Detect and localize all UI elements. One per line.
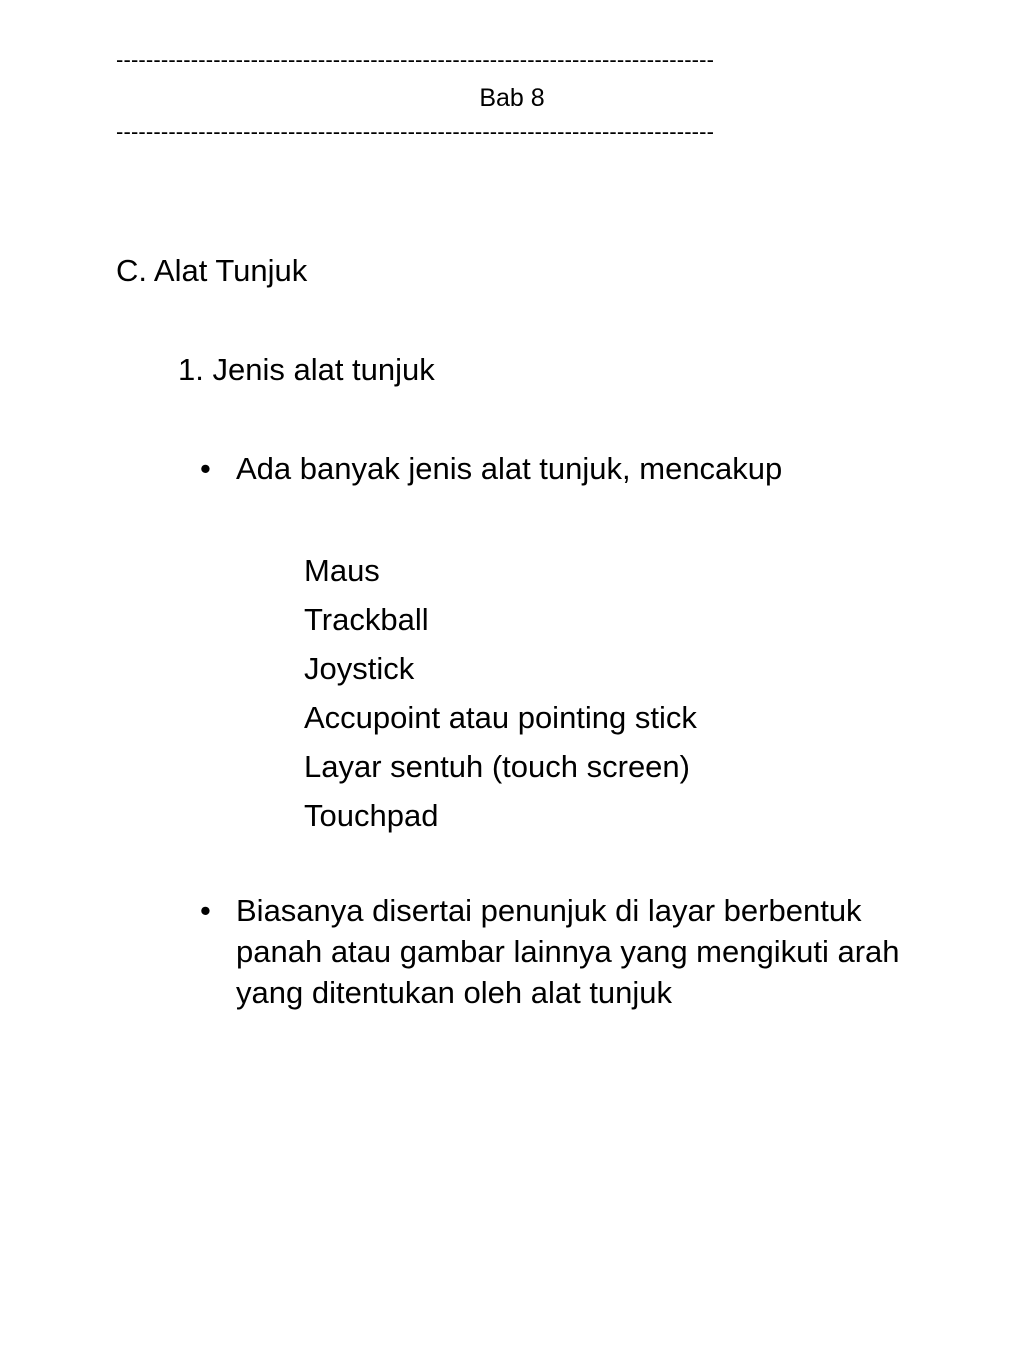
section-heading: C. Alat Tunjuk xyxy=(116,253,308,288)
list-item: Joystick xyxy=(304,651,415,686)
bullet-text: Biasanya disertai penunjuk di layar berbentuk panah atau gambar lainnya yang mengikuti arah yang ditentukan oleh alat tunjuk xyxy=(236,893,900,1010)
bullet-icon: • xyxy=(200,893,211,928)
list-item: Touchpad xyxy=(304,798,439,833)
header-rule-bottom: -------------------------------------------------------------------------------- xyxy=(116,120,715,144)
bullet-text: Ada banyak jenis alat tunjuk, mencakup xyxy=(236,451,783,486)
list-item: Accupoint atau pointing stick xyxy=(304,700,697,735)
list-item: Trackball xyxy=(304,602,429,637)
subsection-heading: 1. Jenis alat tunjuk xyxy=(178,352,435,387)
chapter-title: Bab 8 xyxy=(479,84,545,112)
list-item: Maus xyxy=(304,553,380,588)
pointing-device-list xyxy=(304,546,697,840)
bullet-icon: • xyxy=(200,451,211,486)
list-item: Layar sentuh (touch screen) xyxy=(304,749,690,784)
header-rule-top: -------------------------------------------------------------------------------- xyxy=(116,48,715,72)
